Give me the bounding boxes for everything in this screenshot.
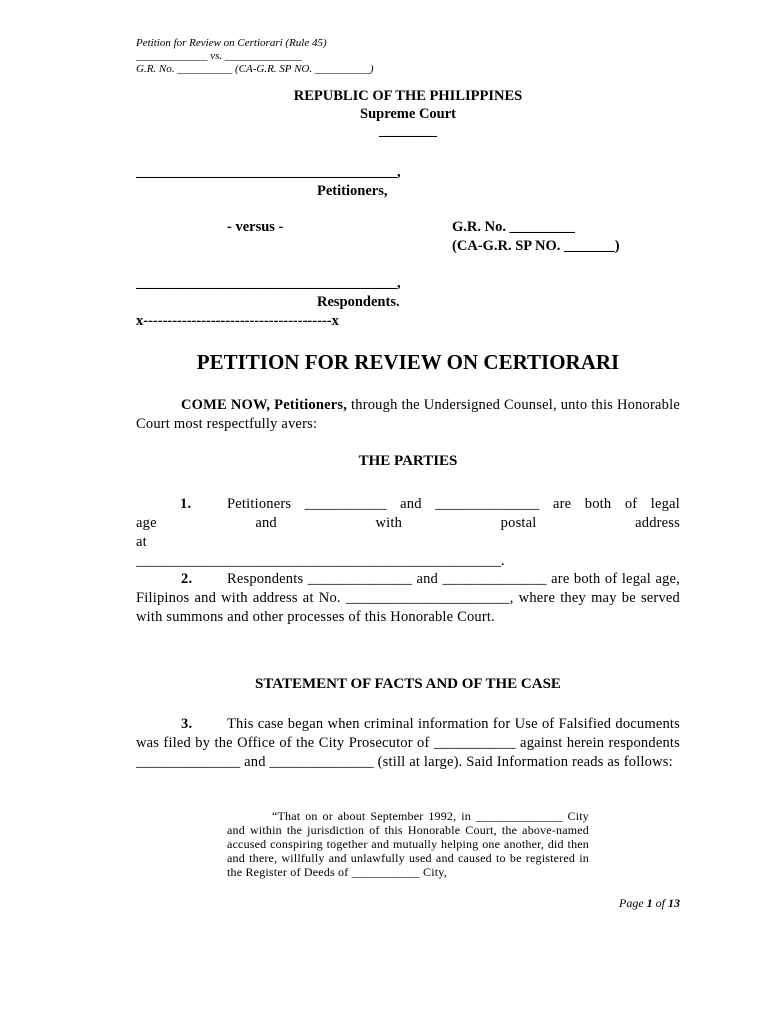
paragraph-3-text: This case began when criminal information for Use of Falsified documents was filed by the Office of the City Prosecutor of ___________ against herein respondents ______________ and ______________ (still at large). Said Information reads as follows: — [136, 716, 680, 770]
caption-closing-line: x---------------------------------------x — [136, 313, 339, 329]
running-header-parties: _____________ vs. ______________ — [136, 50, 302, 62]
paragraph-1-line-2: age and with postal address at — [136, 515, 680, 550]
section-heading-facts: STATEMENT OF FACTS AND OF THE CASE — [255, 676, 561, 692]
petitioners-label: Petitioners, — [317, 183, 388, 199]
section-heading-parties: THE PARTIES — [358, 453, 458, 469]
running-header-title: Petition for Review on Certiorari (Rule 45) — [136, 37, 327, 49]
versus-label: - versus - — [227, 219, 284, 235]
court-supreme: Supreme Court — [360, 106, 456, 122]
footer-total-pages: 13 — [668, 896, 680, 910]
document-title: PETITION FOR REVIEW ON CERTIORARI — [196, 350, 620, 374]
respondents-label: Respondents. — [317, 294, 400, 310]
ca-gr-label: (CA-G.R. SP NO. _______) — [452, 238, 620, 254]
paragraph-1-number: 1. — [180, 496, 192, 512]
paragraph-1-line-3: _________________________________________________. — [136, 553, 505, 569]
information-quote-text: “That on or about September 1992, in ______________ City and within the jurisdiction of this Honorable Court, the above-named accused conspiring together and mutually helping one another, did then and there, willfully and unlawfully used and caused to be registered in the Register of Deeds of ___________ City, — [227, 809, 589, 879]
page-footer — [560, 896, 680, 911]
footer-of-word: of — [655, 896, 665, 910]
petitioner-name-blank: ____________________________________, — [136, 164, 401, 180]
paragraph-1 — [136, 495, 680, 571]
paragraph-2-text: Respondents ______________ and ______________ are both of legal age, Filipinos and with address at No. ______________________, where they may be served with summons and other processes of this Honorable Court. — [136, 571, 680, 625]
paragraph-1-line-1 — [136, 495, 680, 514]
intro-paragraph — [136, 396, 680, 434]
footer-page-number: 1 — [646, 896, 653, 910]
information-quote — [227, 809, 589, 879]
paragraph-3 — [136, 715, 680, 772]
running-header-case-no: G.R. No. __________ (CA-G.R. SP NO. __________) — [136, 63, 374, 75]
footer-page-word: Page — [619, 896, 644, 910]
gr-no-label: G.R. No. _________ — [452, 219, 575, 235]
court-rule-line: ________ — [379, 123, 437, 139]
paragraph-1-text-1: Petitioners ___________ and ______________ are both of legal — [227, 496, 680, 512]
paragraph-2 — [136, 570, 680, 627]
paragraph-3-number: 3. — [181, 716, 193, 732]
paragraph-2-number: 2. — [181, 571, 193, 587]
intro-text: through the Undersigned Counsel, unto this Honorable Court most respectfully avers: — [136, 397, 680, 432]
court-republic: REPUBLIC OF THE PHILIPPINES — [293, 88, 523, 104]
intro-lead: COME NOW, Petitioners, — [181, 397, 348, 413]
respondent-name-blank: ____________________________________, — [136, 275, 401, 291]
